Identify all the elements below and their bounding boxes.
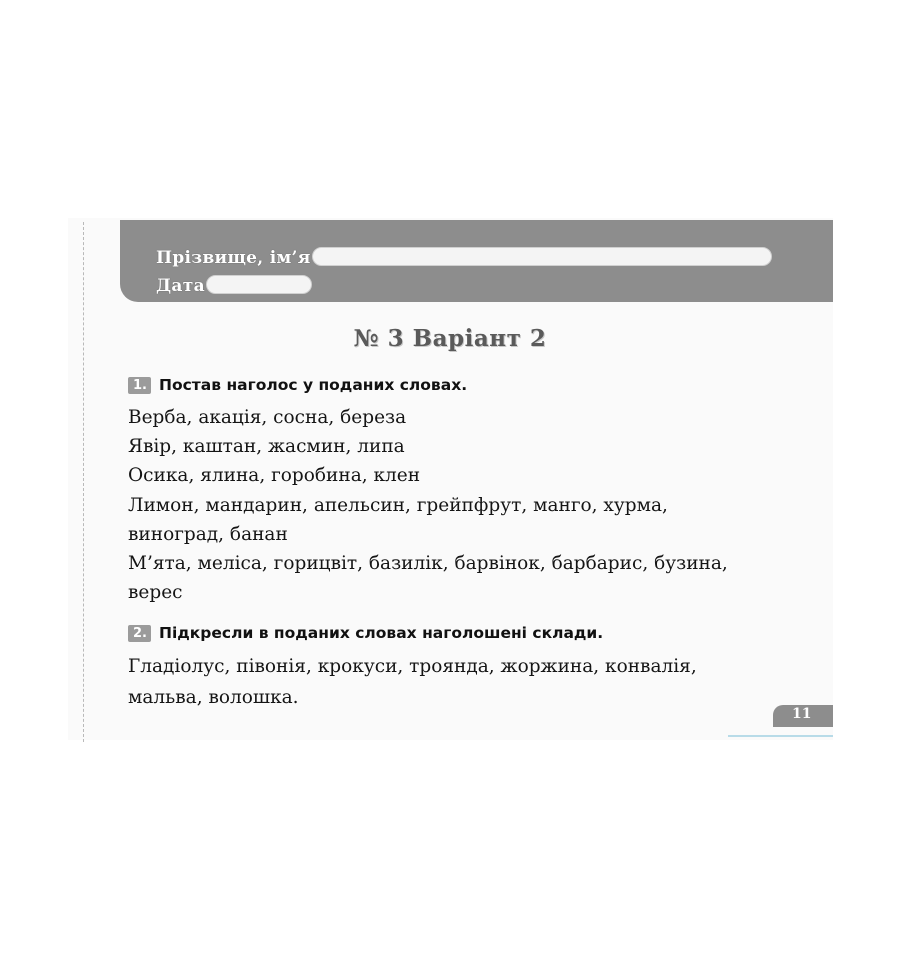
date-field[interactable] [206,275,312,294]
word-line: Верба, акація, сосна, береза [128,407,407,428]
word-line: Явір, каштан, жасмин, липа [128,436,405,458]
task-2-words [128,651,788,713]
task-1-number: 1. [128,377,151,394]
task-2-instruction: Підкресли в поданих словах наголошені склади. [158,624,604,642]
cut-line [83,222,84,742]
task-2-number: 2. [128,625,151,642]
task-1-words [128,403,788,607]
word-line: верес [128,582,183,604]
word-line: Осика, ялина, горобина, клен [128,465,421,487]
word-line: виноград, банан [128,523,288,545]
word-line: Гладіолус, півонія, крокуси, троянда, жоржина, конвалія, [128,656,697,677]
name-field[interactable] [312,247,772,266]
name-label: Прізвище, ім’я [156,248,311,268]
task-2-heading [128,624,603,642]
word-line: мальва, волошка. [128,687,299,708]
word-line: М’ята, меліса, горицвіт, базилік, барвінок, барбарис, бузина, [128,553,728,575]
task-1-heading [128,376,467,394]
word-line: Лимон, мандарин, апельсин, грейпфрут, манго, хурма, [128,494,668,516]
page-number: 11 [792,706,812,722]
page-title: № 3 Варіант 2 [353,325,547,352]
page-edge-line [728,735,833,737]
task-1-instruction: Постав наголос у поданих словах. [158,376,468,394]
date-label: Дата [156,276,205,296]
